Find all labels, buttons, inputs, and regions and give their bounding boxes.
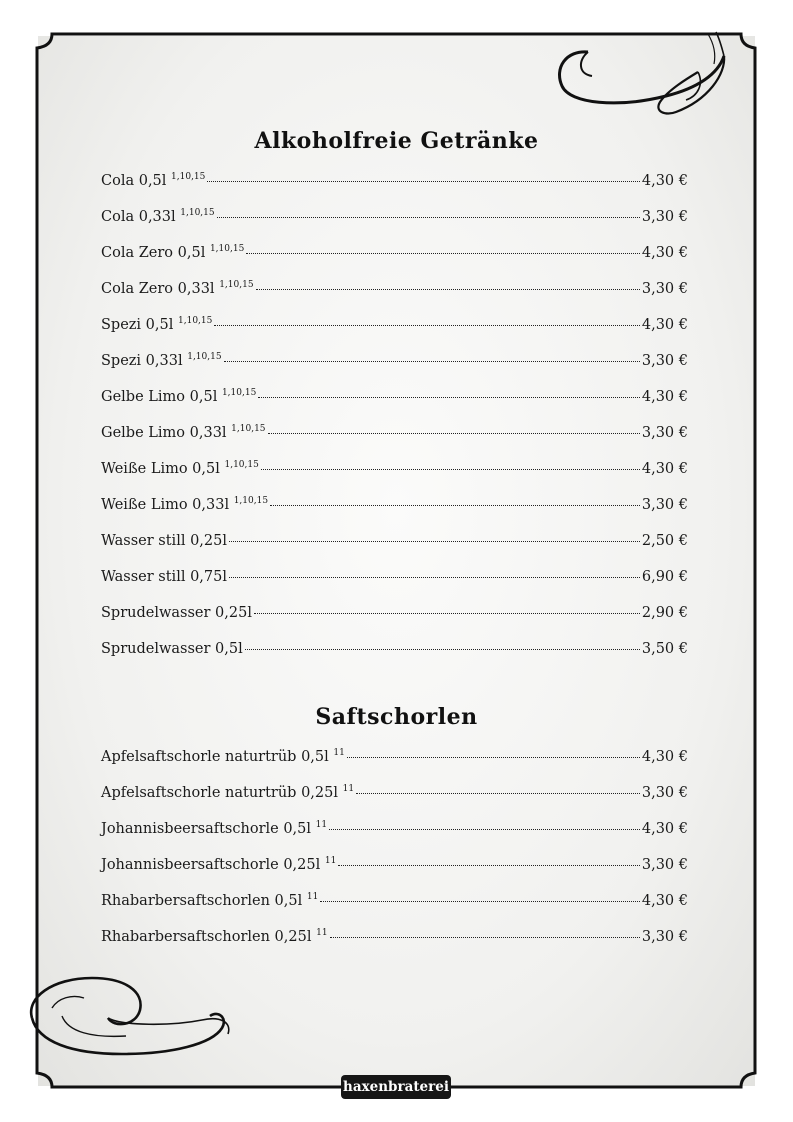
menu-item — [101, 173, 688, 195]
item-name-wrap — [101, 425, 266, 441]
bottom-left-flourish-icon — [22, 968, 252, 1068]
item-price: 3,30 € — [641, 425, 688, 441]
item-name: Johannisbeersaftschorle 0,25l — [101, 857, 321, 873]
item-additive-notes: 11 — [306, 892, 319, 903]
item-dot-leader — [256, 289, 640, 290]
item-additive-notes: 1,10,15 — [219, 280, 254, 291]
item-additive-notes: 11 — [324, 856, 337, 867]
item-additive-notes: 11 — [315, 820, 328, 831]
item-name: Apfelsaftschorle naturtrüb 0,25l — [101, 785, 338, 801]
menu-item — [101, 317, 688, 339]
item-additive-notes: 1,10,15 — [180, 208, 215, 219]
item-price: 2,90 € — [641, 605, 688, 621]
menu-item — [101, 245, 688, 267]
item-name-wrap — [101, 857, 336, 873]
item-price: 4,30 € — [641, 821, 688, 837]
item-name: Sprudelwasser 0,5l — [101, 641, 243, 657]
item-price: 4,30 € — [641, 389, 688, 405]
item-additive-notes: 11 — [342, 784, 355, 795]
menu-item — [101, 281, 688, 303]
item-dot-leader — [245, 649, 640, 650]
item-name: Spezi 0,5l — [101, 317, 174, 333]
item-dot-leader — [258, 397, 640, 398]
item-dot-leader — [356, 793, 640, 794]
item-dot-leader — [217, 217, 640, 218]
item-price: 4,30 € — [641, 893, 688, 909]
item-price: 6,90 € — [641, 569, 688, 585]
item-additive-notes: 11 — [316, 928, 328, 939]
item-name: Cola 0,5l — [101, 173, 167, 189]
item-name: Weiße Limo 0,5l — [101, 461, 220, 477]
item-price: 3,30 € — [641, 281, 688, 297]
item-price: 3,50 € — [641, 641, 688, 657]
logo-text: haxenbraterei — [343, 1079, 449, 1095]
item-name: Cola Zero 0,33l — [101, 281, 215, 297]
item-dot-leader — [214, 325, 640, 326]
menu-item — [101, 497, 688, 519]
item-name-wrap — [101, 605, 252, 621]
item-name: Wasser still 0,75l — [101, 569, 228, 585]
item-name: Weiße Limo 0,33l — [101, 497, 230, 513]
item-dot-leader — [229, 541, 640, 542]
item-name-wrap — [101, 389, 256, 405]
menu-item — [101, 821, 688, 843]
item-name-wrap — [101, 353, 222, 369]
item-price: 3,30 € — [641, 857, 688, 873]
item-name: Rhabarbersaftschorlen 0,5l — [101, 893, 303, 909]
haxenbraterei-logo — [341, 1075, 451, 1099]
item-dot-leader — [224, 361, 640, 362]
item-name-wrap — [101, 821, 327, 837]
menu-item — [101, 533, 688, 555]
item-name: Wasser still 0,25l — [101, 533, 228, 549]
item-dot-leader — [320, 901, 640, 902]
item-price: 4,30 € — [641, 461, 688, 477]
menu-item — [101, 857, 688, 879]
item-additive-notes: 1,10,15 — [209, 244, 245, 255]
menu-item — [101, 929, 688, 951]
item-price: 3,30 € — [641, 929, 688, 945]
item-price: 4,30 € — [641, 317, 688, 333]
item-name: Gelbe Limo 0,5l — [101, 389, 218, 405]
item-additive-notes: 1,10,15 — [187, 352, 222, 363]
item-name-wrap — [101, 533, 227, 549]
item-dot-leader — [229, 577, 640, 578]
item-name-wrap — [101, 317, 212, 333]
item-name-wrap — [101, 497, 268, 513]
menu-item — [101, 641, 688, 663]
item-dot-leader — [270, 505, 640, 506]
item-name-wrap — [101, 281, 254, 297]
item-price: 4,30 € — [641, 749, 688, 765]
item-dot-leader — [338, 865, 640, 866]
item-name-wrap — [101, 461, 259, 477]
menu-item — [101, 209, 688, 231]
item-name: Apfelsaftschorle naturtrüb 0,5l — [101, 749, 329, 765]
item-name-wrap — [101, 641, 243, 657]
item-price: 3,30 € — [641, 497, 688, 513]
item-dot-leader — [268, 433, 640, 434]
section-title: Saftschorlen — [315, 704, 478, 730]
item-additive-notes: 1,10,15 — [224, 460, 259, 471]
item-price: 4,30 € — [641, 173, 688, 189]
menu-item — [101, 605, 688, 627]
item-name: Cola 0,33l — [101, 209, 176, 225]
item-dot-leader — [347, 757, 640, 758]
item-price: 3,30 € — [641, 785, 688, 801]
item-additive-notes: 1,10,15 — [221, 388, 257, 399]
item-additive-notes: 1,10,15 — [231, 424, 266, 435]
item-price: 3,30 € — [641, 209, 688, 225]
item-price: 3,30 € — [641, 353, 688, 369]
item-dot-leader — [246, 253, 640, 254]
item-name-wrap — [101, 749, 345, 765]
item-dot-leader — [329, 829, 640, 830]
menu-item — [101, 785, 688, 807]
item-dot-leader — [207, 181, 639, 182]
item-name-wrap — [101, 209, 215, 225]
item-name-wrap — [101, 173, 205, 189]
menu-item — [101, 389, 688, 411]
menu-item — [101, 893, 688, 915]
menu-item — [101, 749, 688, 771]
item-name: Gelbe Limo 0,33l — [101, 425, 227, 441]
item-name-wrap — [101, 929, 328, 945]
item-dot-leader — [261, 469, 640, 470]
menu-item — [101, 569, 688, 591]
item-price: 2,50 € — [641, 533, 688, 549]
item-name: Rhabarbersaftschorlen 0,25l — [101, 929, 312, 945]
item-additive-notes: 1,10,15 — [178, 316, 213, 327]
item-additive-notes: 11 — [333, 748, 345, 759]
item-dot-leader — [254, 613, 640, 614]
item-name-wrap — [101, 245, 244, 261]
menu-item — [101, 353, 688, 375]
item-name-wrap — [101, 893, 318, 909]
item-dot-leader — [330, 937, 640, 938]
item-price: 4,30 € — [641, 245, 688, 261]
section-title: Alkoholfreie Getränke — [254, 128, 539, 154]
item-name: Johannisbeersaftschorle 0,5l — [101, 821, 312, 837]
menu-item — [101, 461, 688, 483]
item-name-wrap — [101, 785, 354, 801]
top-right-flourish-icon — [548, 30, 738, 120]
item-additive-notes: 1,10,15 — [233, 496, 269, 507]
item-additive-notes: 1,10,15 — [171, 172, 206, 183]
item-name-wrap — [101, 569, 227, 585]
item-name: Spezi 0,33l — [101, 353, 183, 369]
menu-item — [101, 425, 688, 447]
item-name: Cola Zero 0,5l — [101, 245, 206, 261]
item-name: Sprudelwasser 0,25l — [101, 605, 252, 621]
